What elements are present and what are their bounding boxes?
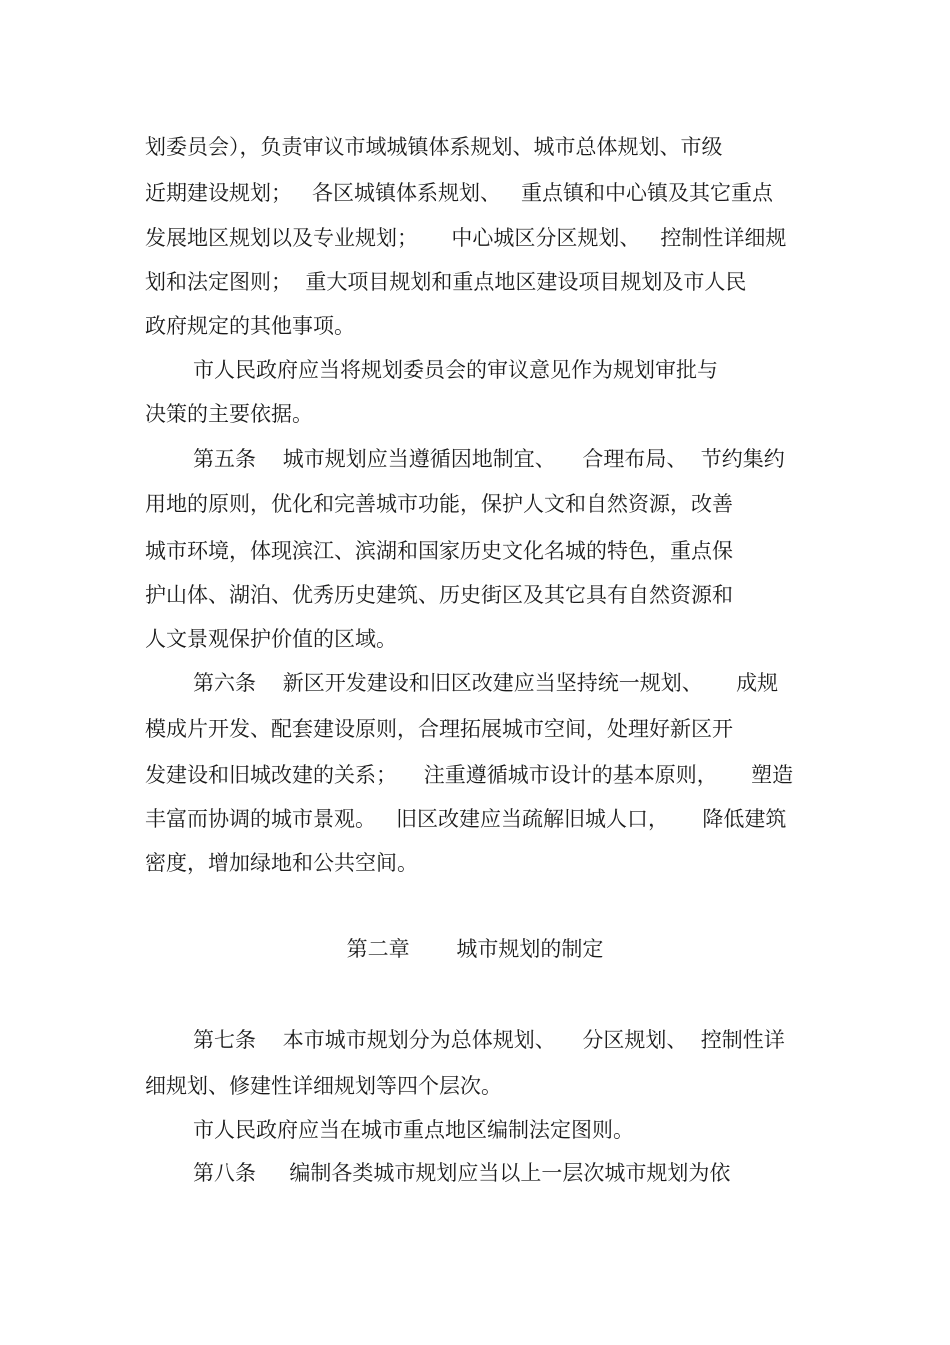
text-line: 用地的原则，优化和完善城市功能，保护人文和自然资源，改善 <box>145 492 733 516</box>
text-line: 近期建设规划； 各区城镇体系规划、 重点镇和中心镇及其它重点 <box>145 181 774 205</box>
text-line: 发建设和旧城改建的关系； 注重遵循城市设计的基本原则， 塑造 <box>145 763 794 787</box>
article-8-start: 第八条 编制各类城市规划应当以上一层次城市规划为依 <box>193 1161 731 1185</box>
chapter-heading: 第二章 城市规划的制定 <box>346 937 604 961</box>
article-6-start: 第六条 新区开发建设和旧区改建应当坚持统一规划、 成规 <box>193 671 779 695</box>
text-line: 细规划、修建性详细规划等四个层次。 <box>145 1074 502 1098</box>
article-7-start: 第七条 本市城市规划分为总体规划、 分区规划、 控制性详 <box>193 1028 785 1052</box>
text-line: 人文景观保护价值的区域。 <box>145 627 397 651</box>
text-line: 城市环境，体现滨江、滨湖和国家历史文化名城的特色，重点保 <box>145 539 733 563</box>
text-line: 政府规定的其他事项。 <box>145 314 355 338</box>
text-line: 模成片开发、配套建设原则，合理拓展城市空间，处理好新区开 <box>145 717 733 741</box>
text-line: 密度，增加绿地和公共空间。 <box>145 851 418 875</box>
text-line: 划和法定图则； 重大项目规划和重点地区建设项目规划及市人民 <box>145 270 747 294</box>
text-line: 决策的主要依据。 <box>145 402 313 426</box>
paragraph-start-line: 市人民政府应当在城市重点地区编制法定图则。 <box>193 1118 634 1142</box>
text-line: 丰富而协调的城市景观。 旧区改建应当疏解旧城人口， 降低建筑 <box>145 807 787 831</box>
article-5-start: 第五条 城市规划应当遵循因地制宜、 合理布局、 节约集约 <box>193 447 785 471</box>
paragraph-start-line: 市人民政府应当将规划委员会的审议意见作为规划审批与 <box>193 358 718 382</box>
text-line: 发展地区规划以及专业规划； 中心城区分区规划、 控制性详细规 <box>145 226 787 250</box>
text-line: 护山体、湖泊、优秀历史建筑、历史街区及其它具有自然资源和 <box>145 583 733 607</box>
text-line: 划委员会），负责审议市域城镇体系规划、城市总体规划、市级 <box>145 135 723 159</box>
